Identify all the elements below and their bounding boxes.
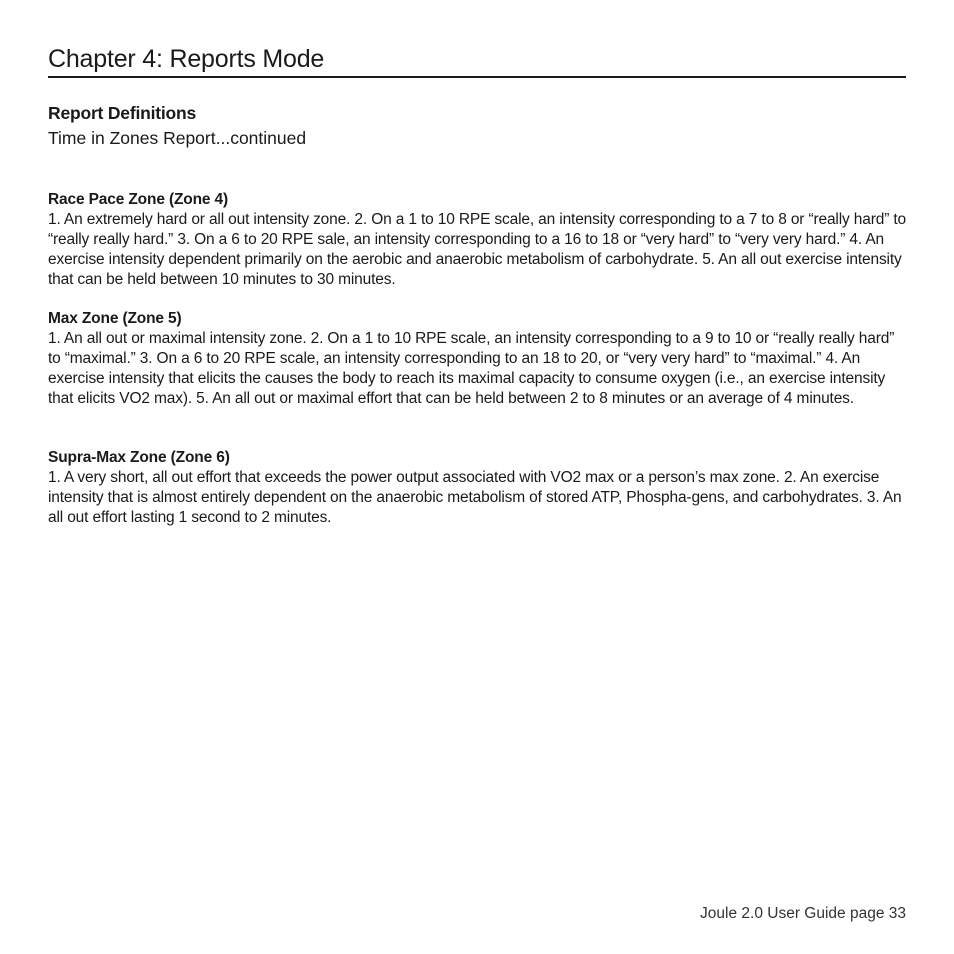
zone-6-body: 1. A very short, all out effort that exceeds the power output associated with VO2 max or a person’s max zone. 2. An exercise intensity that is almost entirely dependent on the anaerobic metabolism of stored ATP, Phospha-gens, and carbohydrates. 3. An all out effort lasting 1 second to 2 minutes. xyxy=(48,469,902,526)
zone-4-body: 1. An extremely hard or all out intensity zone. 2. On a 1 to 10 RPE scale, an intensity corresponding to a 7 to 8 or “really hard” to “really really hard.” 3. On a 6 to 20 RPE sale, an intensity corresponding to a 16 to 18 or “very hard” to “very very hard.” 4. An exercise intensity dependent primarily on the aerobic and anaerobic metabolism of carbohydrate. 5. An all out exercise intensity that can be held between 10 minutes to 30 minutes. xyxy=(48,211,906,288)
document-page xyxy=(48,0,906,954)
section-heading: Report Definitions xyxy=(48,103,197,123)
zone-6-title: Supra-Max Zone (Zone 6) xyxy=(48,449,230,466)
zone-5-body: 1. An all out or maximal intensity zone. 2. On a 1 to 10 RPE scale, an intensity corresponding to a 9 to 10 or “really really hard” to “maximal.” 3. On a 6 to 20 RPE scale, an intensity corresponding to an 18 to 20, or “very very hard” to “maximal.” 4. An exercise intensity that elicits the causes the body to reach its maximal capacity to consume oxygen (i.e., an exercise intensity that elicits VO2 max). 5. An all out or maximal effort that can be held between 2 to 8 minutes or an average of 4 minutes. xyxy=(48,330,895,407)
zone-5-title: Max Zone (Zone 5) xyxy=(48,310,182,327)
chapter-header xyxy=(48,44,906,78)
chapter-title: Chapter 4: Reports Mode xyxy=(48,45,325,73)
zone-4-title: Race Pace Zone (Zone 4) xyxy=(48,191,229,208)
zone-6-block xyxy=(48,448,906,528)
zone-5-block xyxy=(48,309,906,409)
zone-4-block xyxy=(48,190,906,290)
section-subheading: Time in Zones Report...continued xyxy=(48,128,307,148)
page-footer: Joule 2.0 User Guide page 33 xyxy=(700,905,906,922)
